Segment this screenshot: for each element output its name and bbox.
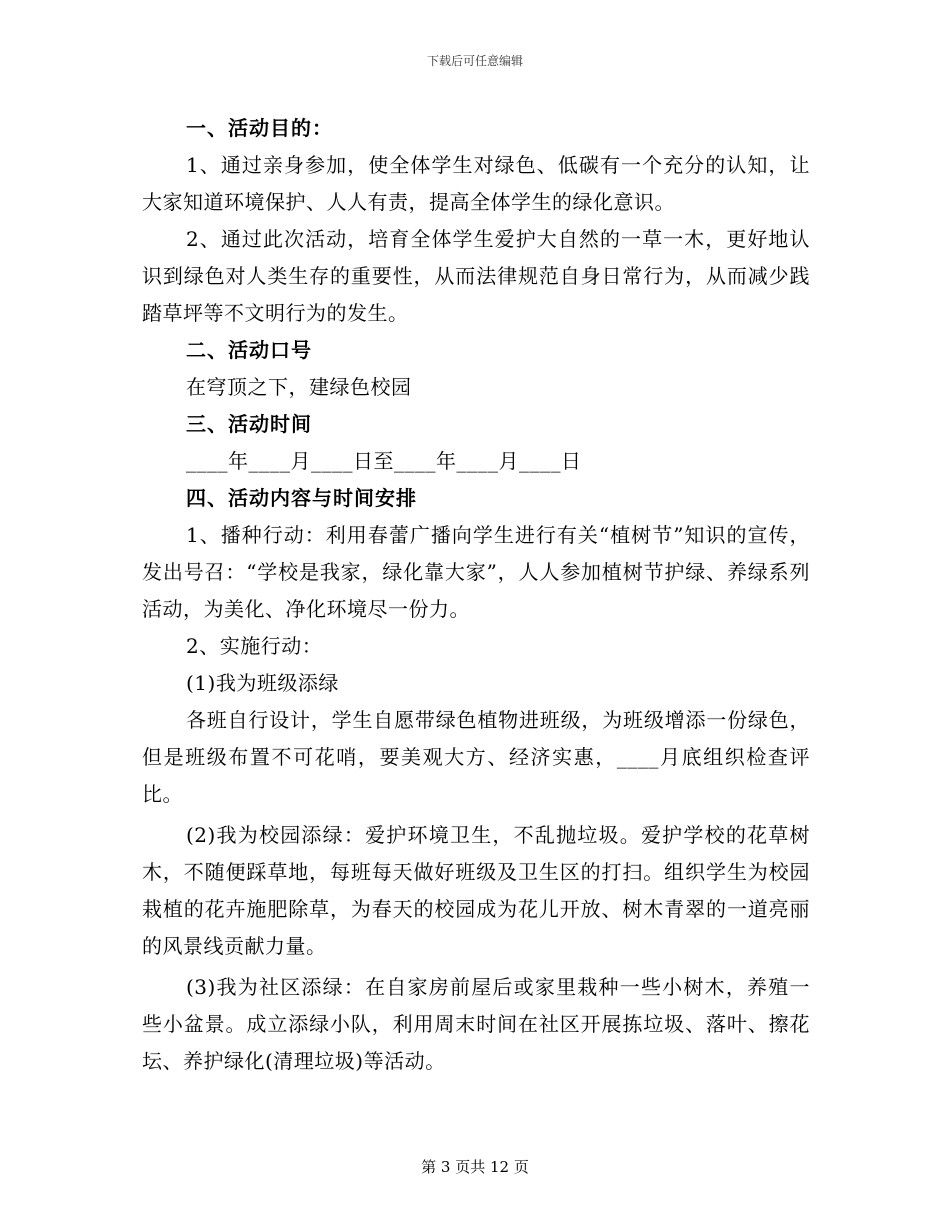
activity-date-line: ____年____月____日至____年____月____日 — [186, 449, 582, 473]
objective-paragraph-2: 2、通过此次活动，培育全体学生爱护大自然的一草一木，更好地认识到绿色对人类生存的重要性，从而法律规范自身日常行为，从而减少践踏草坪等不文明行为的发生。 — [142, 227, 810, 325]
section-heading-schedule: 四、活动内容与时间安排 — [186, 486, 417, 510]
schedule-paragraph-campus: (2)我为校园添绿：爱护环境卫生，不乱抛垃圾。爱护学校的花草树木，不随便踩草地，每班每天做好班级及卫生区的打扫。组织学生为校园栽植的花卉施肥除草，为春天的校园成为花儿开放、树木青翠的一道亮丽的风景线贡献力量。 — [142, 823, 810, 958]
schedule-paragraph-community: (3)我为社区添绿：在自家房前屋后或家里栽种一些小树木，养殖一些小盆景。成立添绿小队，利用周末时间在社区开展拣垃圾、落叶、擦花坛、养护绿化(清理垃圾)等活动。 — [142, 975, 810, 1073]
section-heading-objectives: 一、活动目的： — [186, 116, 333, 140]
header-note: 下载后可任意编辑 — [426, 54, 523, 68]
schedule-paragraph-implementation: 2、实施行动： — [186, 634, 323, 658]
schedule-paragraph-class: 各班自行设计，学生自愿带绿色植物进班级，为班级增添一份绿色，但是班级布置不可花哨，要美观大方、经济实惠，____月底组织检查评比。 — [142, 708, 810, 806]
page-number: 第 3 页共 12 页 — [421, 1158, 529, 1176]
slogan-text: 在穹顶之下，建绿色校园 — [186, 375, 412, 399]
subheading-class-greening: (1)我为班级添绿 — [186, 671, 339, 695]
objective-paragraph-1: 1、通过亲身参加，使全体学生对绿色、低碳有一个充分的认知，让大家知道环境保护、人人有责，提高全体学生的绿化意识。 — [142, 153, 810, 214]
schedule-paragraph-sowing: 1、播种行动：利用春蕾广播向学生进行有关“植树节”知识的宣传，发出号召：“学校是我家，绿化靠大家”，人人参加植树节护绿、养绿系列活动，为美化、净化环境尽一份力。 — [142, 523, 810, 621]
section-heading-time: 三、活动时间 — [186, 412, 312, 436]
section-heading-slogan: 二、活动口号 — [186, 338, 312, 362]
document-body — [142, 110, 810, 1080]
